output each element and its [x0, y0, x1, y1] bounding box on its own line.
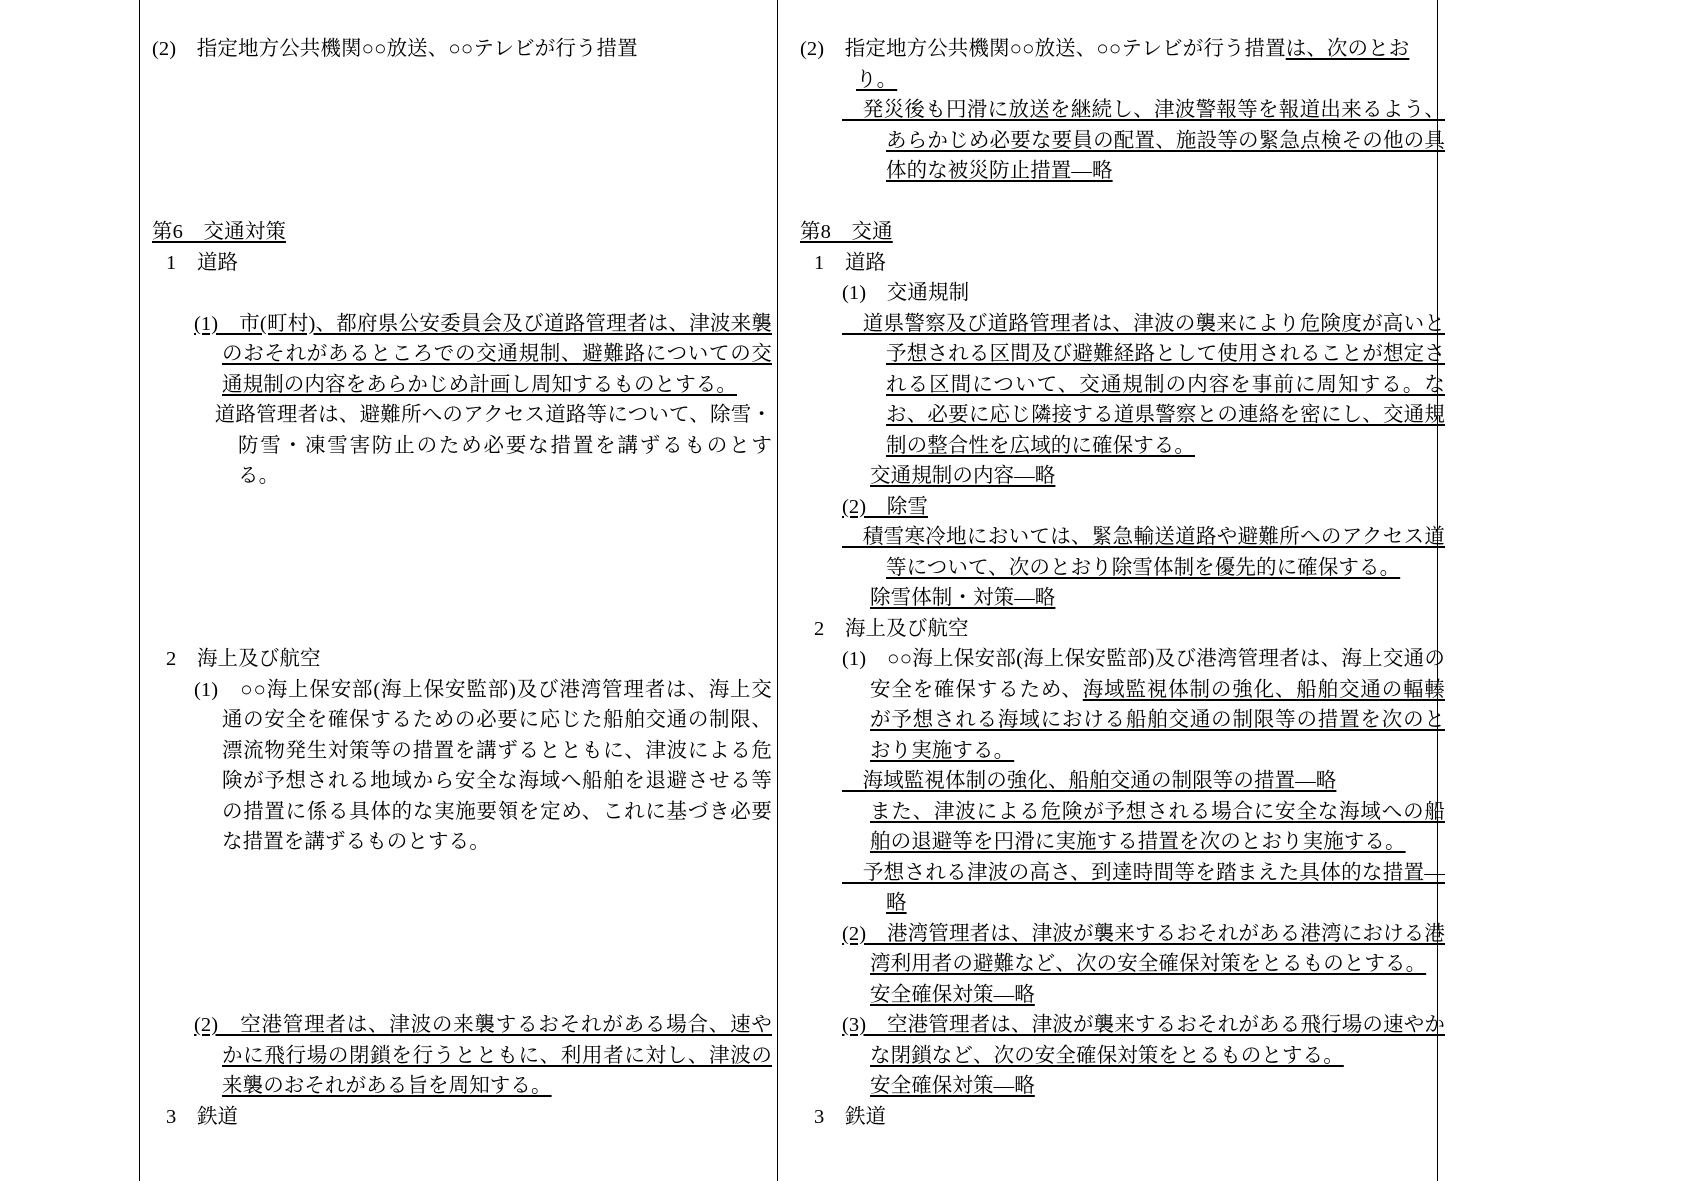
subsection-heading: 3 鉄道: [166, 1105, 239, 1128]
spacer: [152, 553, 772, 584]
paragraph: 安全確保対策―略: [870, 1075, 1035, 1097]
item-heading: (1) 交通規制: [842, 282, 970, 304]
spacer: [152, 919, 772, 950]
paragraph: また、津波による危険が予想される場合に安全な海域への船舶の退避等を円滑に実施する措置を次のとおり実施する。: [870, 800, 1445, 853]
paragraph: 道県警察及び道路管理者は、津波の襲来により危険度が高いと予想される区間及び避難経路として使用されることが想定される区間について、交通規制の内容を事前に周知する。なお、必要に応じ隣接する道県警察との連絡を密にし、交通規制の整合性を広域的に確保する。: [842, 312, 1445, 457]
paragraph: (1) ○○海上保安部(海上保安監部)及び港湾管理者は、海上交通の安全を確保するための必要に応じた船舶交通の制限、漂流物発生対策等の措置を講ずるとともに、津波による危険が予想される地域から安全な海域へ船舶を退避させる等の措置に係る具体的な実施要領を定め、これに基づき必要な措置を講ずるものとする。: [194, 678, 772, 853]
paragraph: [800, 644, 1445, 766]
section-heading: 第6 交通対策: [152, 221, 286, 243]
paragraph-text: (2) 指定地方公共機関○○放送、○○テレビが行う措置: [800, 38, 1286, 60]
paragraph: (2) 指定地方公共機関○○放送、○○テレビが行う措置: [152, 38, 638, 60]
spacer: [152, 156, 772, 187]
paragraph: 除雪体制・対策―略: [870, 587, 1056, 609]
item-heading: (2) 除雪: [842, 495, 929, 518]
spacer: [152, 492, 772, 523]
subsection-heading: 2 海上及び航空: [814, 617, 969, 640]
paragraph: 安全確保対策―略: [870, 983, 1035, 1006]
spacer: [152, 949, 772, 980]
spacer: [152, 980, 772, 1011]
spacer: [152, 95, 772, 126]
paragraph: (1) 市(町村)、都府県公安委員会及び道路管理者は、津波来襲のおそれがあるところでの交通規制、避難路についての交通規制の内容をあらかじめ計画し周知するものとする。: [194, 312, 772, 396]
paragraph: (3) 空港管理者は、津波が襲来するおそれがある飛行場の速やかな閉鎖など、次の安全確保対策をとるものとする。: [842, 1014, 1445, 1067]
left-column: [152, 0, 772, 1132]
paragraph: 海域監視体制の強化、船舶交通の制限等の措置―略: [842, 770, 1337, 792]
spacer: [152, 126, 772, 157]
spacer: [152, 522, 772, 553]
spacer: [152, 65, 772, 96]
column-divider-middle: [777, 0, 778, 1181]
column-divider-left: [139, 0, 140, 1181]
paragraph-text-revised: 海域監視体制の強化、船舶交通の輻輳が予想される海域における船舶交通の制限等の措置を次のとおり実施する。: [870, 678, 1446, 762]
paragraph: (2) 空港管理者は、津波の来襲するおそれがある場合、速やかに飛行場の閉鎖を行うとともに、利用者に対し、津波の来襲のおそれがある旨を周知する。: [194, 1014, 772, 1097]
subsection-heading: 3 鉄道: [814, 1105, 887, 1128]
subsection-heading: 1 道路: [814, 251, 887, 274]
paragraph: [800, 34, 1445, 95]
paragraph: 道路管理者は、避難所へのアクセス道路等について、除雪・防雪・凍雪害防止のため必要な措置を講ずるものとする。: [194, 404, 772, 487]
paragraph-text: (1) ○○海上保安部(海上保安監部)及び港湾管理者は、海上交通の安全を確保するため、: [842, 648, 1445, 701]
spacer: [800, 187, 1445, 218]
right-column: [800, 0, 1445, 1132]
spacer: [152, 187, 772, 218]
spacer: [152, 583, 772, 614]
spacer: [152, 614, 772, 645]
spacer: [152, 888, 772, 919]
paragraph: 予想される津波の高さ、到達時間等を踏まえた具体的な措置―略: [842, 861, 1445, 914]
spacer: [152, 858, 772, 889]
paragraph: 発災後も円滑に放送を継続し、津波警報等を報道出来るよう、あらかじめ必要な要員の配置、施設等の緊急点検その他の具体的な被災防止措置―略: [842, 99, 1445, 182]
paragraph: 積雪寒冷地においては、緊急輸送道路や避難所へのアクセス道等について、次のとおり除雪体制を優先的に確保する。: [842, 526, 1445, 579]
paragraph: 交通規制の内容―略: [870, 465, 1056, 487]
section-heading: 第8 交通: [800, 221, 893, 243]
spacer: [152, 278, 772, 309]
paragraph: (2) 港湾管理者は、津波が襲来するおそれがある港湾における港湾利用者の避難など、次の安全確保対策をとるものとする。: [842, 922, 1445, 975]
subsection-heading: 1 道路: [166, 251, 239, 274]
paragraph-text-revised: は、次のとおり。: [856, 38, 1410, 91]
subsection-heading: 2 海上及び航空: [166, 648, 321, 670]
